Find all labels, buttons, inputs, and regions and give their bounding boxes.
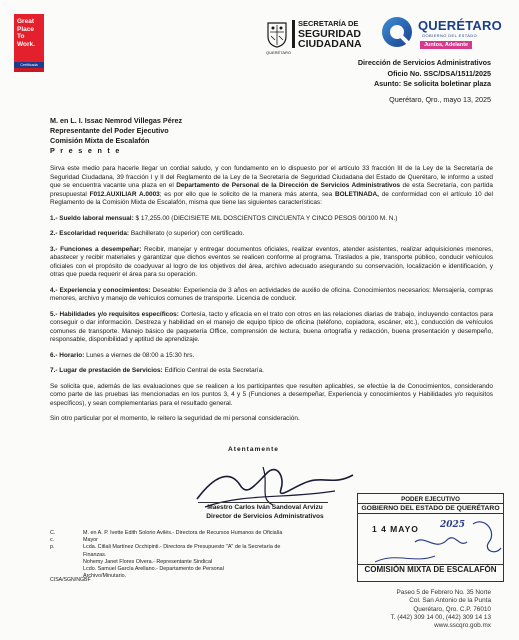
item-salary: 1.- Sueldo laboral mensual: $ 17,255.00 (DIECISIETE MIL DOSCIENTOS CINCUENTA Y CINCO PESOS 00/100 M. N.) (50, 214, 398, 222)
addressee-role: Representante del Poder Ejecutivo (50, 126, 169, 135)
item-experience: 4.- Experiencia y conocimientos: Deseable: Experiencia de 3 años en actividades de auxilio de oficina. Conocimientos necesarios: Mensajería, compras menores, archivo y manejo de vehículos comunes de transporte. Licencia de conducir. (50, 286, 493, 302)
website-link[interactable]: www.sscqro.gob.mx (434, 622, 491, 630)
stamp-year: 2025 (440, 520, 466, 530)
queretaro-logo-name: QUERÉTARO (418, 18, 502, 33)
department: Dirección de Servicios Administrativos (357, 58, 491, 67)
reception-stamp: PODER EJECUTIVO GOBIERNO DEL ESTADO DE QUERÉTARO 1 4 MAYO 2025 COMISIÓN MIXTA DE ESCALAFÓN (357, 493, 504, 582)
ccp-line: Lcdo. Samuel García Arellano.- Departamento de Personal (83, 566, 224, 573)
intro-paragraph: Sirva este medio para hacerle llegar un cordial saludo, y con fundamento en lo dispuesto por el artículo 33 fracción III de la Ley de la Secretaría de Seguridad Ciudadana, 39 fracción I y II del Reglamento de la Ley de la Secretaría de Seguridad Ciudadana del Estado de Querétaro, le informo a usted que se encuentra vacante una plaza en el Departamento de Personal de la Dirección de Servicios Administrativos de esta Secretaría, con partida presupuestal F012.AUXILIAR A.0003; es por ello que le solicito de la manera más atenta, sea BOLETINADA, de conformidad con el artículo 10 del Reglamento de la Comisión Mixta de Escalafón, misma que tiene las siguientes características: (50, 165, 493, 206)
closing-paragraph: Se solicita que, además de las evaluaciones que se realicen a los participantes que resulten aplicables, se efectúe la de Conocimientos, considerando como parte de las pruebas las mencionadas en los puntos 3, 4 y 5 (Funciones a desempeñar, Experiencia y conocimientos y Habilidades y/o requisitos específicos), y sean complementarias para el resultado general. (50, 382, 493, 407)
queretaro-q-logo-icon (380, 15, 414, 49)
letter-body (50, 165, 493, 431)
signer-name: Maestro Carlos Iván Sandoval Arvizu (207, 504, 323, 511)
footer-address: Paseo 5 de Febrero No. 35 Norte Col. San Antonio de la Punta Querétaro, Qro. C.P. 76010 T. (442) 309 14 00, (442) 309 14 13 www.sscqro.gob.mx (390, 589, 491, 630)
salutation: P r e s e n t e (50, 146, 122, 155)
item-schedule: 6.- Horario: Lunes a viernes de 08:00 a 15:30 hrs. (50, 351, 195, 359)
ccp-line: Archivo/Minutario. (83, 573, 127, 580)
signer-role: Director de Servicios Administrativos (206, 512, 324, 520)
ccp-line: Lcda. Citlali Martínez Occhipinti.- Directora de Presupuesto "A" de la Secretaría de Finanzas. (83, 544, 281, 558)
item-location: 7.- Lugar de prestación de Servicios: Edificio Central de esta Secretaría. (50, 367, 264, 374)
ccp-line: Nohemy Janet Flores Olvera.- Representante Sindical (83, 558, 213, 565)
ccp-line: M. en A. P. Ivette Edith Solorio Avilés.- Directora de Recursos Humanos de Oficialía Mayor (83, 530, 283, 544)
item-functions: 3.- Funciones a desempeñar: Recibir, manejar y entregar documentos oficiales, realizar eventos, atender asistentes, realizar adquisiciones menores, abastecer y recibir materiales y garantizar que dichos eventos se realicen conforme al programa. Traslados a pie, transporte público, conducir vehículos oficiales con el propósito de coadyuvar al logro de los objetivos del área, archivo adecuado asegurando su conservación, localización e identificación, y otras que pueda requerir el área para su operación. (50, 245, 493, 278)
addressee-name: M. en L. I. Issac Nemrod Villegas Pérez (50, 116, 183, 125)
letter-reference-block (358, 58, 491, 90)
state-seal-icon (266, 20, 288, 48)
closing-courtesy: Sin otro particular por el momento, le reitero la seguridad de mi personal consideración. (50, 415, 300, 422)
document-page: Great Place To Work. Certificada SECRETARÍA DE SEGURIDAD CIUDADANA QUERÉTARO QUERÉTARO GOBIERNO DEL ESTADO Juntos, Adelante Dirección de Servicios Administrativos Oficio No. SSC/DSA/1511/2025 Asunto: Se solicita boletinar plaza Querétaro, Qro., mayo 13, 2025 M. en L. I. Issac Nemrod Villegas Pérez Representante del Poder Ejecutivo Comisión Mixta de Escalafón P r e s e n t e Sirva este medio para hacerle llegar un cordial saludo, y con fundamento en lo dispuesto por el artículo 33 fracción III de la Ley de la Secretaría de Seguridad Ciudadana, 39 fracción I y II del Reglamento de la Ley de la Secretaría de Seguridad Ciudadana del Estado de Querétaro, le informo a usted que se encuentra vacante una plaza en el Departamento de Personal de la Dirección de Servicios Administrativos de esta Secretaría, con partida presupuestal F012.AUXILIAR A.0003; es por ello que le solicito de la manera más atenta, sea BOLETINADA, de conformidad con el artículo 10 del Reglamento de la Comisión Mixta de Escalafón, misma que tiene las siguientes características: 1.- Sueldo laboral mensual: $ 17,255.00 (DIECISIETE MIL DOSCIENTOS CINCUENTA Y CINCO PESOS 00/100 M. N.) 2.- Escolaridad requerida: Bachillerato (o superior) con certificado. 3.- Funciones a desempeñar: Recibir, manejar y entregar documentos oficiales, realizar eventos, atender asistentes, realizar adquisiciones menores, abastecer y recibir materiales y garantizar que dichos eventos se realicen conforme al programa. Traslados a pie, transporte público, conducir vehículos oficiales con el propósito de coadyuvar al logro de los objetivos del área, archivo adecuado asegurando su conservación, localización e identificación, y otras que pueda requerir el área para su operación. 4.- Experiencia y conocimientos: Deseable: Experiencia de 3 años en actividades de auxilio de oficina. Conocimientos necesarios: Mensajería, compras menores, archivo y manejo de vehículos comunes de transporte. Licencia de conducir. 5.- Habilidades y/o requisitos específicos: Cortesía, tacto y eficacia en el trato con otros en las relaciones diarias de trabajo, incluyendo contactos para conseguir o dar información. Destreza y habilidad en el manejo de equipo típico de oficina (teléfono, copiadora, escáner, etc.), conducción de vehículos comunes de transporte. Manejo básico de paquetería Office, comprensión de lectura, buena ortografía y redacción, buena presentación y desempeño, responsable, disponibilidad y aptitud de aprendizaje. 6.- Horario: Lunes a viernes de 08:00 a 15:30 hrs. 7.- Lugar de prestación de Servicios: Edificio Central de esta Secretaría. Se solicita que, además de las evaluaciones que se realicen a los participantes que resulten aplicables, se efectúe la de Conocimientos, considerando como parte de las pruebas las mencionadas en los puntos 3, 4 y 5 (Funciones a desempeñar, Experiencia y conocimientos y Habilidades y/o requisitos específicos), y sean complementarias para el resultado general. Sin otro particular por el momento, le reitero la seguridad de mi personal consideración. Atentamente Maestro Carlos Iván Sandoval Arvizu Director de Servicios Administrativos C. c. p. M. en A. P. Ivette Edith Solorio Avilés.- Directora de Recursos Humanos de Oficialía Mayor Lcda. Citlali Martínez Occhipinti.- Directora de Presupuesto "A" de la Secretaría de Finanzas. Nohemy Janet Flores Olvera.- Representante Sindical Lcdo. Samuel García Arellano.- Departamento de Personal Archivo/Minutario. CISA/SGN/NGBF PODER EJECUTIVO GOBIERNO DEL ESTADO DE QUERÉTARO 1 4 MAYO 2025 COMISIÓN MIXTA DE ESCALAFÓN Paseo 5 de Febrero No. 35 Norte Col. San Antonio de la Punta Querétaro, Qro. C.P. 76010 T. (442) 309 14 00, (442) 309 14 13 www.sscqro.gob.mx (0, 0, 519, 640)
stamp-date: 1 4 MAYO (372, 524, 419, 534)
asunto: Asunto: Se solicita boletinar plaza (373, 79, 491, 89)
signer-block (190, 504, 340, 521)
badge-certified-band: Certificada (14, 62, 44, 69)
ssc-logo-text: SECRETARÍA DE SEGURIDAD CIUDADANA (298, 19, 362, 50)
atentamente-label: Atentamente (228, 446, 279, 453)
letter-date: Querétaro, Qro., mayo 13, 2025 (389, 95, 491, 104)
initials: CISA/SGN/NGBF (50, 577, 91, 583)
stamp-handwriting (355, 512, 505, 572)
slogan-badge: Juntos, Adelante (420, 41, 472, 49)
addressee-org: Comisión Mixta de Escalafón (50, 136, 150, 145)
great-place-to-work-badge: Great Place To Work. Certificada (14, 14, 44, 72)
item-skills: 5.- Habilidades y/o requisitos específicos: Cortesía, tacto y eficacia en el trato con otros en las relaciones diarias de trabajo, incluyendo contactos para conseguir o dar información. Destreza y habilidad en el manejo de equipo típico de oficina (teléfono, copiadora, escáner, etc.), conducción de vehículos comunes de transporte. Manejo básico de paquetería Office, comprensión de lectura, buena ortografía y redacción, buena presentación y desempeño, responsable, disponibilidad y aptitud de aprendizaje. (50, 310, 493, 343)
ccp-label: C. c. p. (50, 530, 56, 551)
addressee-block (50, 116, 182, 156)
oficio-number: Oficio No. SSC/DSA/1511/2025 (387, 68, 491, 78)
item-education: 2.- Escolaridad requerida: Bachillerato (o superior) con certificado. (50, 230, 245, 237)
